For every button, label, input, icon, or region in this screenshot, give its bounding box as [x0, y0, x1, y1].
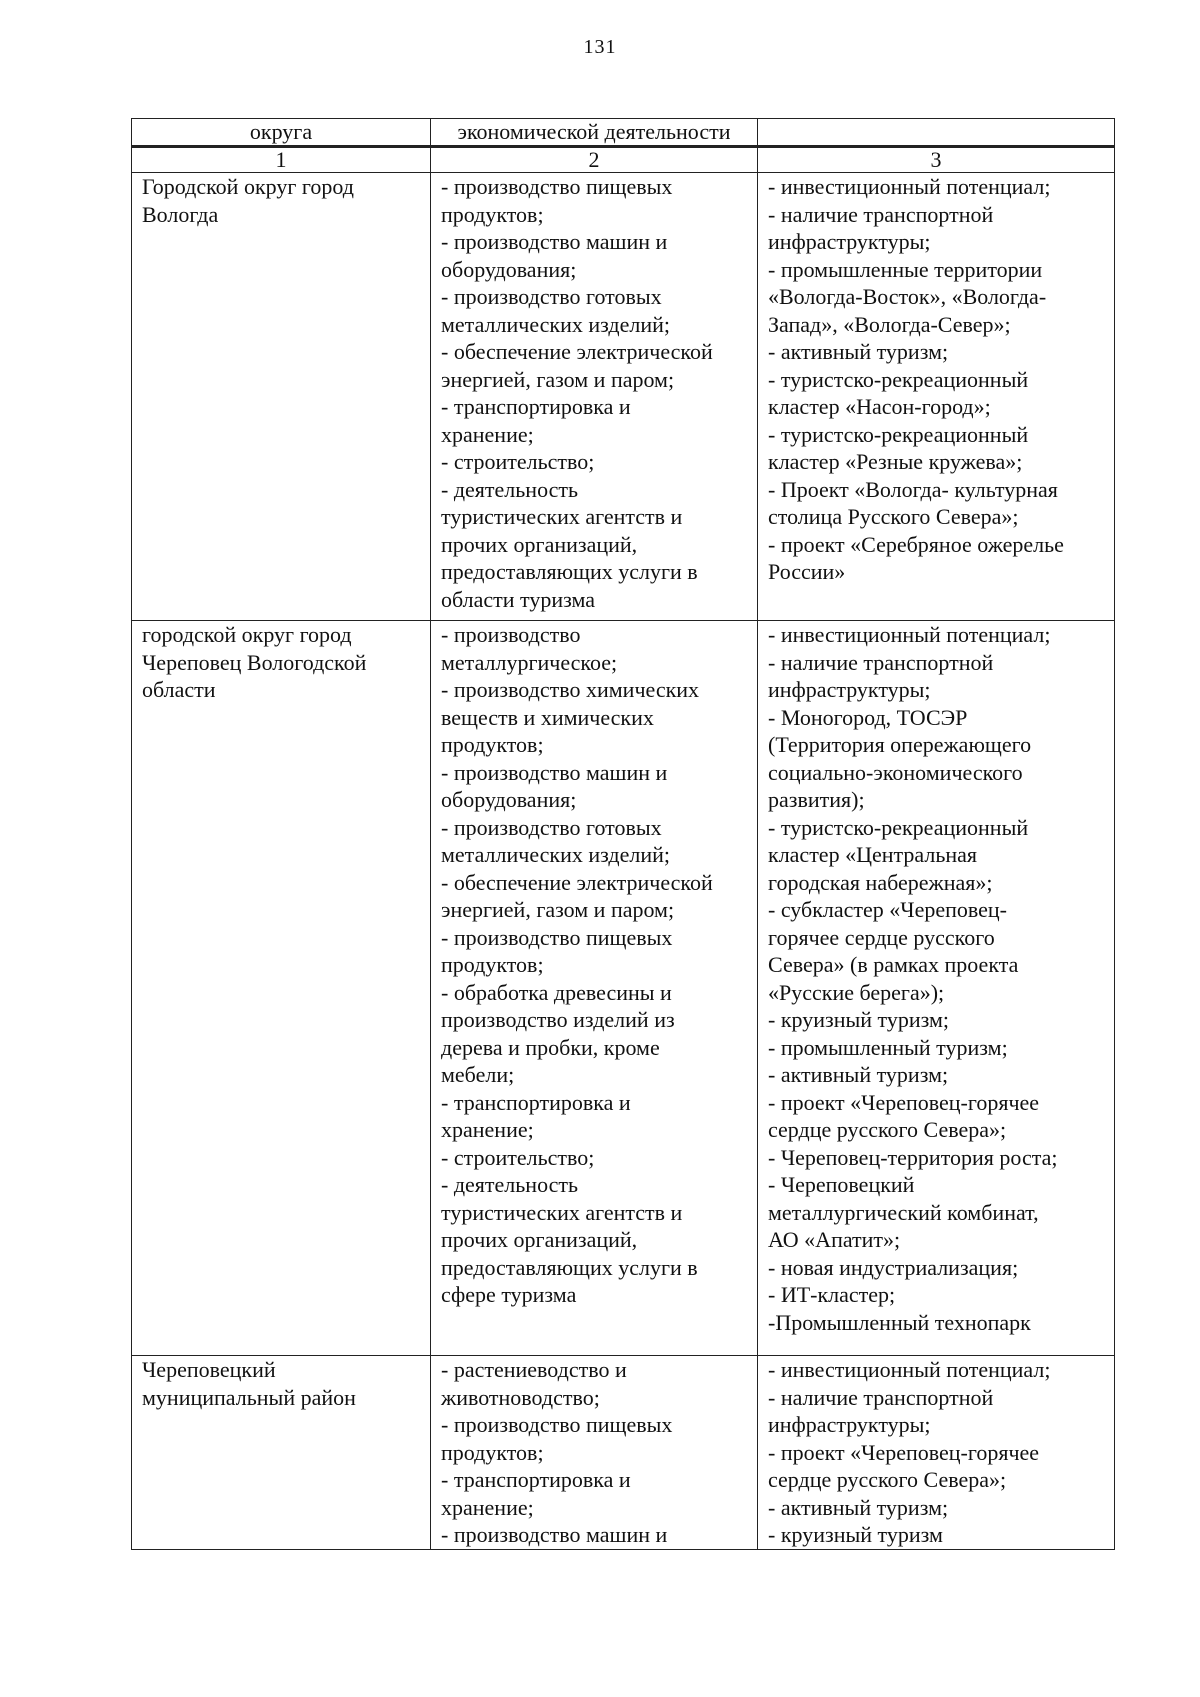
- cell-line: - производство машин и: [441, 229, 668, 254]
- cell-line: предоставляющих услуги в: [441, 559, 698, 584]
- cell-line: производство изделий из: [441, 1007, 675, 1032]
- district-cell: [132, 173, 431, 621]
- cell-line: -Промышленный технопарк: [768, 1309, 1031, 1335]
- cell-line: инфраструктуры;: [768, 1412, 931, 1437]
- table-row: [132, 621, 1115, 1356]
- cell-line: развития);: [768, 787, 865, 812]
- cell-line: - наличие транспортной: [768, 1384, 994, 1410]
- cell-line: - инвестиционный потенциал;: [768, 174, 1051, 199]
- cell-line: «Вологда-Восток», «Вологда-: [768, 284, 1047, 309]
- cell-line: горячее сердце русского: [768, 924, 995, 950]
- column-number: 2: [431, 147, 758, 173]
- cell-line: - активный туризм;: [768, 339, 949, 364]
- cell-line: энергией, газом и паром;: [441, 897, 675, 922]
- factors-cell: [758, 1356, 1115, 1550]
- table-row: [132, 1356, 1115, 1550]
- cell-line: - промышленные территории: [768, 256, 1043, 282]
- cell-line: оборудования;: [441, 256, 577, 282]
- cell-line: хранение;: [441, 1117, 534, 1142]
- activities-cell: [431, 621, 758, 1356]
- cell-line: сердце русского Севера»;: [768, 1467, 1007, 1492]
- cell-line: - проект «Серебряное ожерелье: [768, 531, 1064, 557]
- cell-line: - обеспечение электрической: [441, 869, 713, 895]
- cell-line: - транспортировка и: [441, 394, 631, 419]
- cell-line: Запад», «Вологда-Север»;: [768, 311, 1011, 337]
- cell-line: Севера» (в рамках проекта: [768, 952, 1019, 977]
- cell-line: - производство: [441, 622, 581, 647]
- cell-line: - ИТ-кластер;: [768, 1282, 896, 1307]
- cell-line: муниципальный район: [142, 1384, 356, 1410]
- cell-line: - производство машин и: [441, 759, 668, 785]
- cell-line: сфере туризма: [441, 1282, 577, 1307]
- cell-line: прочих организаций,: [441, 1227, 638, 1252]
- cell-line: - туристско-рекреационный: [768, 366, 1029, 392]
- cell-line: «Русские берега»);: [768, 979, 945, 1005]
- header-cell-activities: экономической деятельности: [431, 119, 758, 147]
- cell-line: - производство пищевых: [441, 174, 673, 199]
- cell-line: социально-экономического: [768, 759, 1023, 785]
- cell-line: - круизный туризм: [768, 1522, 943, 1547]
- cell-line: оборудования;: [441, 787, 577, 812]
- cell-line: - наличие транспортной: [768, 649, 994, 675]
- cell-line: энергией, газом и паром;: [441, 366, 675, 392]
- column-number: 1: [132, 147, 431, 173]
- cell-line: - инвестиционный потенциал;: [768, 1357, 1051, 1382]
- cell-line: инфраструктуры;: [768, 229, 931, 254]
- cell-line: хранение;: [441, 421, 534, 447]
- cell-line: - строительство;: [441, 1144, 595, 1170]
- cell-line: Череповец Вологодской: [142, 649, 367, 675]
- cell-line: - проект «Череповец-горячее: [768, 1089, 1040, 1115]
- header-cell-district: округа: [132, 119, 431, 147]
- cell-line: - производство машин и: [441, 1522, 668, 1547]
- cell-line: дерева и пробки, кроме: [441, 1034, 660, 1060]
- cell-line: - наличие транспортной: [768, 201, 994, 227]
- cell-line: Вологда: [142, 201, 219, 227]
- cell-line: - строительство;: [441, 449, 595, 474]
- cell-line: - Череповецкий: [768, 1172, 915, 1197]
- cell-line: мебели;: [441, 1062, 515, 1087]
- cell-line: - туристско-рекреационный: [768, 421, 1029, 447]
- table-header-row: [132, 119, 1115, 147]
- cell-line: области: [142, 677, 216, 702]
- cell-line: - производство пищевых: [441, 1412, 673, 1437]
- cell-line: - круизный туризм;: [768, 1007, 950, 1032]
- cell-line: - производство готовых: [441, 284, 662, 309]
- cell-line: кластер «Резные кружева»;: [768, 449, 1023, 474]
- column-number: 3: [758, 147, 1115, 173]
- page-number: 131: [583, 36, 617, 58]
- cell-line: туристических агентств и: [441, 504, 683, 529]
- cell-line: - субкластер «Череповец-: [768, 897, 1008, 922]
- cell-line: - обеспечение электрической: [441, 339, 713, 364]
- cell-line: - инвестиционный потенциал;: [768, 622, 1051, 647]
- cell-line: городской округ город: [142, 622, 352, 647]
- cell-line: - новая индустриализация;: [768, 1254, 1019, 1280]
- cell-line: - производство пищевых: [441, 924, 673, 950]
- cell-line: - обработка древесины и: [441, 979, 672, 1005]
- cell-line: прочих организаций,: [441, 531, 638, 557]
- cell-line: - деятельность: [441, 1172, 579, 1197]
- cell-line: - промышленный туризм;: [768, 1034, 1008, 1060]
- cell-line: - производство готовых: [441, 814, 662, 840]
- cell-line: металлических изделий;: [441, 311, 671, 337]
- cell-line: Череповецкий: [142, 1357, 276, 1382]
- cell-line: туристических агентств и: [441, 1199, 683, 1225]
- cell-line: - Проект «Вологда- культурная: [768, 476, 1058, 502]
- factors-cell: [758, 173, 1115, 621]
- cell-line: продуктов;: [441, 201, 544, 227]
- cell-line: - транспортировка и: [441, 1089, 631, 1115]
- cell-line: металлургический комбинат,: [768, 1199, 1039, 1225]
- cell-line: кластер «Центральная: [768, 842, 978, 867]
- cell-line: продуктов;: [441, 952, 544, 977]
- cell-line: животноводство;: [441, 1384, 600, 1410]
- factors-cell: [758, 621, 1115, 1356]
- cell-line: хранение;: [441, 1494, 534, 1520]
- table-row: [132, 173, 1115, 621]
- cell-line: - активный туризм;: [768, 1494, 949, 1520]
- cell-line: кластер «Насон-город»;: [768, 394, 991, 419]
- cell-line: - проект «Череповец-горячее: [768, 1439, 1040, 1465]
- economic-activities-table: [131, 118, 1115, 1550]
- header-cell-factors: [758, 119, 1115, 147]
- cell-line: металлических изделий;: [441, 842, 671, 867]
- cell-line: - транспортировка и: [441, 1467, 631, 1492]
- cell-line: (Территория опережающего: [768, 732, 1032, 757]
- cell-line: городская набережная»;: [768, 869, 993, 895]
- cell-line: металлургическое;: [441, 649, 618, 675]
- cell-line: веществ и химических: [441, 704, 654, 730]
- cell-line: - деятельность: [441, 476, 579, 502]
- column-number-row: [132, 147, 1115, 173]
- cell-line: продуктов;: [441, 732, 544, 757]
- cell-line: инфраструктуры;: [768, 677, 931, 702]
- cell-line: сердце русского Севера»;: [768, 1117, 1007, 1142]
- cell-line: - активный туризм;: [768, 1062, 949, 1087]
- cell-line: столица Русского Севера»;: [768, 504, 1019, 529]
- cell-line: - производство химических: [441, 677, 700, 702]
- cell-line: - Череповец-территория роста;: [768, 1144, 1058, 1170]
- district-cell: [132, 621, 431, 1356]
- cell-line: Городской округ город: [142, 174, 354, 199]
- cell-line: предоставляющих услуги в: [441, 1254, 698, 1280]
- cell-line: - туристско-рекреационный: [768, 814, 1029, 840]
- cell-line: АО «Апатит»;: [768, 1227, 901, 1252]
- cell-line: продуктов;: [441, 1439, 544, 1465]
- activities-cell: [431, 173, 758, 621]
- cell-line: - растениеводство и: [441, 1357, 627, 1382]
- district-cell: [132, 1356, 431, 1550]
- cell-line: области туризма: [441, 586, 596, 612]
- activities-cell: [431, 1356, 758, 1550]
- cell-line: - Моногород, ТОСЭР: [768, 704, 968, 730]
- cell-line: России»: [768, 559, 846, 584]
